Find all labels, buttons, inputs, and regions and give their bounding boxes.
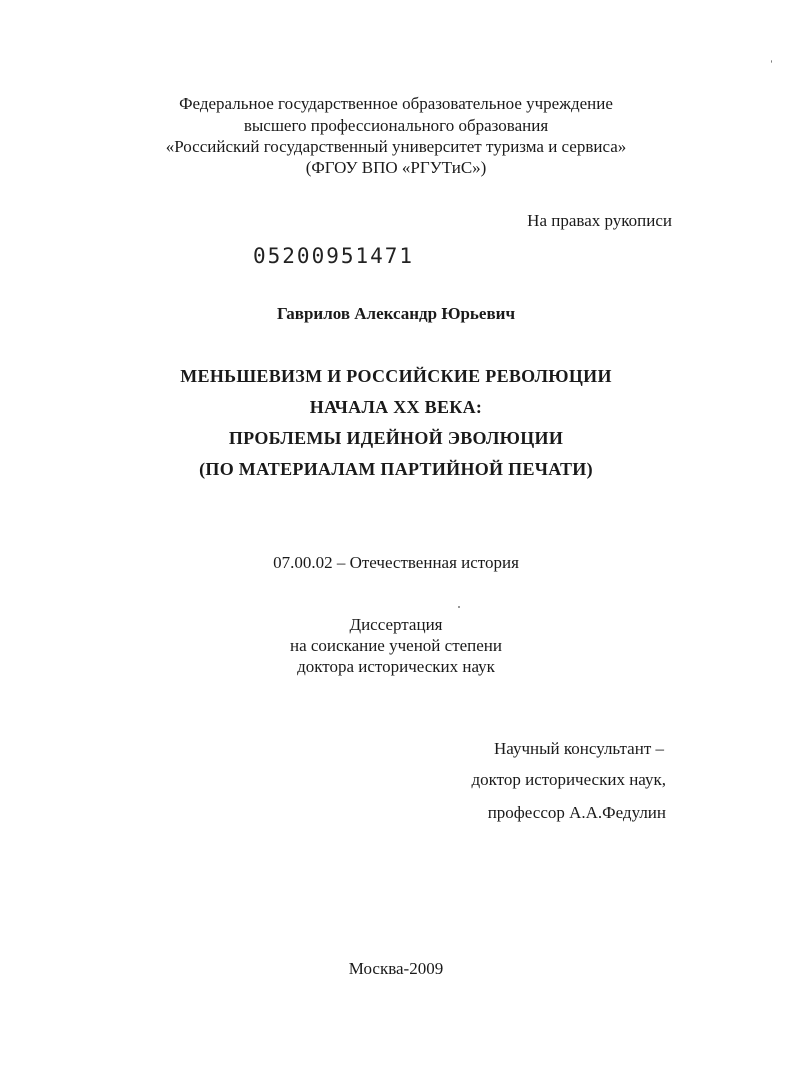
title-line-3: ПРОБЛЕМЫ ИДЕЙНОЙ ЭВОЛЮЦИИ <box>228 428 564 448</box>
scan-speck <box>771 60 772 63</box>
manuscript-note: На правах рукописи <box>527 211 672 230</box>
institution-line-4: (ФГОУ ВПО «РГУТиС») <box>305 158 487 177</box>
title-line-1: МЕНЬШЕВИЗМ И РОССИЙСКИЕ РЕВОЛЮЦИИ <box>180 366 612 386</box>
thesis-type-line-1: Диссертация <box>349 615 443 634</box>
institution-line-2: высшего профессионального образования <box>243 116 549 135</box>
consultant-line-1: Научный консультант – <box>494 739 664 758</box>
title-line-2: НАЧАЛА XX ВЕКА: <box>309 397 483 417</box>
institution-line-1: Федеральное государственное образовательное учреждение <box>179 94 613 113</box>
scan-speck <box>458 606 460 608</box>
title-line-4: (ПО МАТЕРИАЛАМ ПАРТИЙНОЙ ПЕЧАТИ) <box>199 459 593 479</box>
registration-number: 05200951471 <box>253 244 415 268</box>
consultant-line-3: профессор А.А.Федулин <box>487 803 666 822</box>
thesis-type-line-2: на соискание ученой степени <box>289 636 503 655</box>
author-name: Гаврилов Александр Юрьевич <box>276 304 516 323</box>
specialty: 07.00.02 – Отечественная история <box>273 553 519 572</box>
thesis-type-line-3: доктора исторических наук <box>297 657 495 676</box>
consultant-line-2: доктор исторических наук, <box>471 770 666 789</box>
institution-line-3: «Российский государственный университет туризма и сервиса» <box>165 137 627 156</box>
place-year: Москва-2009 <box>348 959 444 978</box>
